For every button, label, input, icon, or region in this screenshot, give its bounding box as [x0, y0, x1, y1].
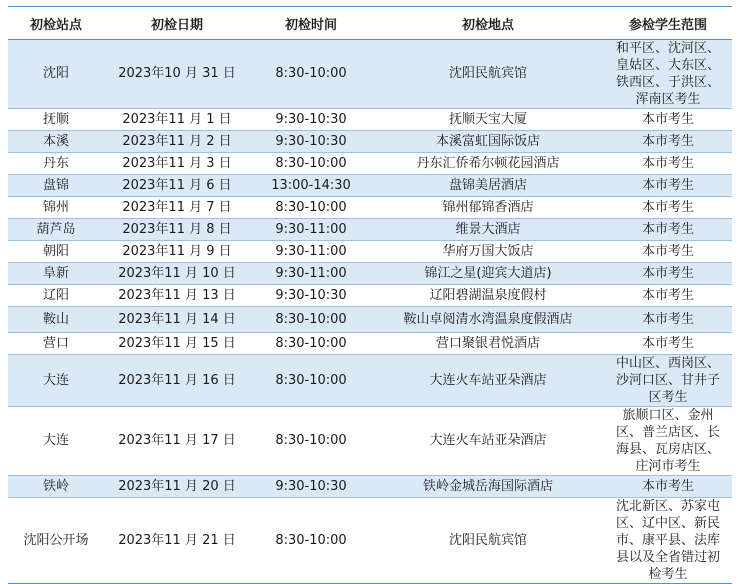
- cell-scope: 本市考生: [604, 219, 732, 241]
- cell-venue: 维景大酒店: [372, 219, 604, 241]
- cell-date: 2023年11 月 21 日: [118, 532, 236, 548]
- cell-venue: 盘锦美居酒店: [372, 175, 604, 197]
- cell-scope: 本市考生: [641, 336, 694, 351]
- cell-station: 辽阳: [42, 287, 69, 303]
- cell-station: 朝阳: [42, 243, 69, 259]
- table-row: [8, 40, 732, 109]
- cell-scope: 本市考生: [641, 200, 694, 215]
- cell-station: 本溪: [8, 131, 104, 153]
- table-row: [8, 285, 732, 307]
- table-row: [8, 109, 732, 131]
- table-row: [8, 153, 732, 175]
- cell-scope: 和平区、沈河区、皇姑区、大东区、铁西区、于洪区、浑南区考生: [604, 40, 732, 109]
- cell-date: 2023年11 月 2 日: [104, 131, 250, 153]
- cell-time: 8:30-10:00: [250, 40, 372, 109]
- table-row: [8, 407, 732, 476]
- cell-station: 抚顺: [42, 111, 69, 127]
- cell-venue: 锦州郁锦香酒店: [442, 199, 534, 215]
- cell-date: 2023年11 月 1 日: [122, 111, 232, 127]
- cell-venue: 抚顺天宝大厦: [448, 111, 527, 127]
- cell-date: 2023年11 月 7 日: [122, 199, 232, 215]
- cell-scope: 本市考生: [604, 263, 732, 285]
- cell-scope: 沈北新区、苏家屯区、辽中区、新民市、康平县、法库县以及全省错过初检考生: [615, 499, 720, 582]
- cell-time: 8:30-10:00: [275, 199, 347, 215]
- cell-date: 2023年11 月 15 日: [118, 335, 236, 351]
- cell-venue: 沈阳民航宾馆: [448, 532, 527, 548]
- cell-station: 锦州: [42, 199, 69, 215]
- cell-date: 2023年11 月 10 日: [104, 263, 250, 285]
- cell-date: 2023年11 月 13 日: [118, 287, 236, 303]
- table-row: [8, 131, 732, 153]
- cell-date: 2023年11 月 3 日: [122, 155, 232, 171]
- cell-venue: 铁岭金城岳海国际酒店: [372, 476, 604, 498]
- header-time: 初检时间: [250, 7, 372, 40]
- header-venue: 初检地点: [372, 7, 604, 40]
- cell-scope: 本市考生: [604, 175, 732, 197]
- header-row: [8, 7, 732, 40]
- cell-time: 8:30-10:00: [250, 355, 372, 407]
- table-row: [8, 219, 732, 241]
- cell-venue: 锦江之星(迎宾大道店): [372, 263, 604, 285]
- cell-station: 鞍山: [8, 307, 104, 333]
- cell-venue: 本溪富虹国际饭店: [372, 131, 604, 153]
- cell-date: 2023年11 月 16 日: [104, 355, 250, 407]
- cell-time: 9:30-11:00: [275, 243, 347, 259]
- cell-time: 9:30-10:30: [275, 287, 347, 303]
- cell-venue: 华府万国大饭店: [442, 243, 534, 259]
- cell-scope: 本市考生: [604, 131, 732, 153]
- cell-station: 大连: [8, 355, 104, 407]
- cell-station: 沈阳公开场: [23, 532, 89, 548]
- cell-date: 2023年11 月 9 日: [122, 243, 232, 259]
- table-header: [8, 7, 732, 40]
- cell-time: 9:30-11:00: [250, 263, 372, 285]
- cell-date: 2023年11 月 8 日: [104, 219, 250, 241]
- table-row: [8, 307, 732, 333]
- table-row: [8, 498, 732, 584]
- cell-scope: 本市考生: [604, 307, 732, 333]
- cell-time: 13:00-14:30: [250, 175, 372, 197]
- cell-scope: 中山区、西岗区、沙河口区、甘井子区考生: [604, 355, 732, 407]
- cell-scope: 本市考生: [641, 156, 694, 171]
- cell-scope: 旅顺口区、金州区、普兰店区、长海县、瓦房店区、庄河市考生: [615, 408, 720, 474]
- table-row: [8, 263, 732, 285]
- inspection-schedule-table: [8, 6, 732, 584]
- cell-station: 葫芦岛: [8, 219, 104, 241]
- table-row: [8, 355, 732, 407]
- schedule-container: [8, 6, 732, 584]
- cell-station: 铁岭: [8, 476, 104, 498]
- cell-date: 2023年11 月 17 日: [118, 433, 236, 448]
- cell-scope: 本市考生: [641, 244, 694, 259]
- cell-venue: 辽阳碧湖温泉度假村: [429, 287, 547, 303]
- cell-time: 8:30-10:00: [275, 335, 347, 351]
- cell-station: 阜新: [8, 263, 104, 285]
- cell-time: 9:30-10:30: [250, 476, 372, 498]
- cell-time: 9:30-10:30: [275, 111, 347, 127]
- table-row: [8, 175, 732, 197]
- cell-scope: 本市考生: [604, 476, 732, 498]
- header-scope: 参检学生范围: [604, 7, 732, 40]
- cell-venue: 沈阳民航宾馆: [372, 40, 604, 109]
- cell-venue: 鞍山卓阅清水湾温泉度假酒店: [372, 307, 604, 333]
- cell-time: 8:30-10:00: [275, 433, 347, 448]
- cell-venue: 丹东汇侨希尔顿花园酒店: [416, 155, 560, 171]
- header-date: 初检日期: [104, 7, 250, 40]
- cell-scope: 本市考生: [641, 288, 694, 303]
- table-row: [8, 476, 732, 498]
- table-row: [8, 333, 732, 355]
- cell-station: 大连: [42, 433, 69, 448]
- table-body: [8, 40, 732, 584]
- cell-time: 8:30-10:00: [275, 532, 347, 548]
- cell-time: 9:30-11:00: [250, 219, 372, 241]
- cell-station: 盘锦: [8, 175, 104, 197]
- table-row: [8, 241, 732, 263]
- cell-station: 营口: [42, 335, 69, 351]
- cell-date: 2023年11 月 20 日: [104, 476, 250, 498]
- header-station: 初检站点: [8, 7, 104, 40]
- cell-time: 8:30-10:00: [250, 307, 372, 333]
- cell-date: 2023年10 月 31 日: [104, 40, 250, 109]
- cell-scope: 本市考生: [641, 112, 694, 127]
- cell-date: 2023年11 月 14 日: [104, 307, 250, 333]
- cell-time: 8:30-10:00: [275, 155, 347, 171]
- cell-venue: 大连火车站亚朵酒店: [429, 433, 547, 448]
- cell-station: 丹东: [42, 155, 69, 171]
- cell-venue: 大连火车站亚朵酒店: [372, 355, 604, 407]
- cell-date: 2023年11 月 6 日: [104, 175, 250, 197]
- cell-station: 沈阳: [8, 40, 104, 109]
- cell-time: 9:30-10:30: [250, 131, 372, 153]
- table-row: [8, 197, 732, 219]
- cell-venue: 营口聚银君悦酒店: [435, 335, 540, 351]
